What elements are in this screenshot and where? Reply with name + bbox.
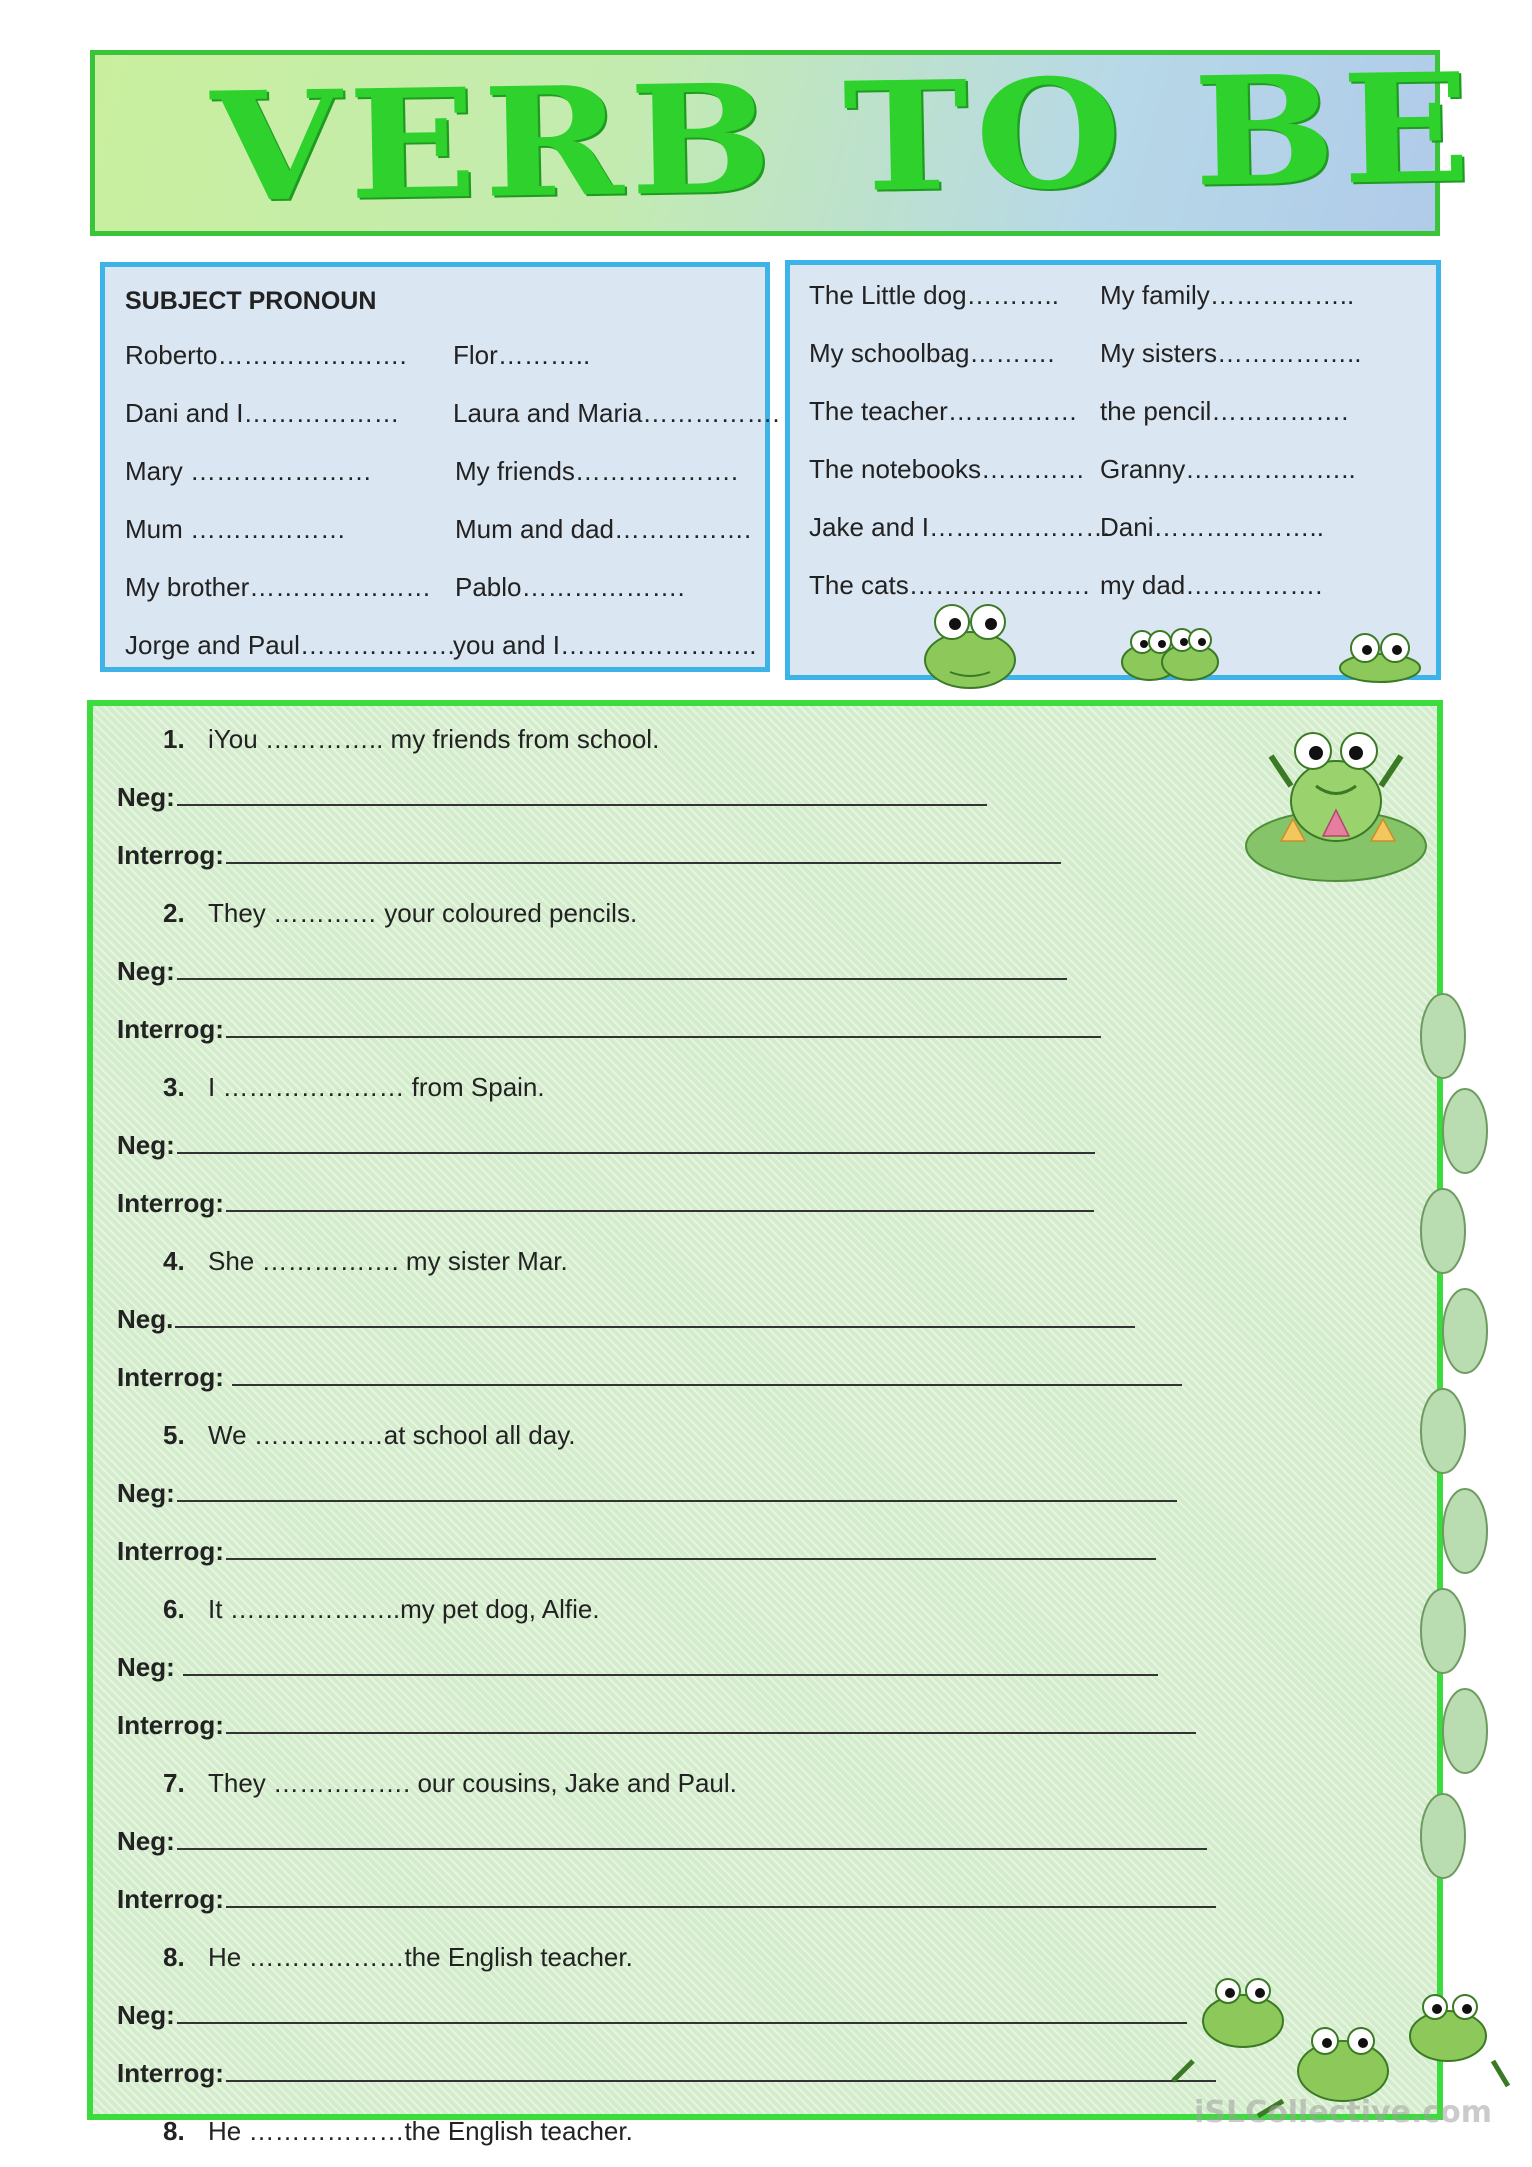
exercise-sentence [163,724,659,755]
exercise-sentence [163,1246,568,1277]
answer-rule [232,1384,1182,1386]
answer-rule [177,1500,1177,1502]
exercise-sentence [163,1072,545,1103]
exercise-number: 8. [163,2116,185,2146]
interrog-label: Interrog: [117,1014,224,1044]
neg-answer-line[interactable] [117,1478,1177,1509]
pronoun-item: Pablo………………. [455,572,685,602]
exercise-text: She ……………. my sister Mar. [208,1246,568,1276]
exercise-sentence [163,1768,737,1799]
interrog-label: Interrog: [117,1362,224,1392]
leaves-decoration-icon [1413,996,1503,1926]
answer-rule [177,1848,1207,1850]
exercise-number: 6. [163,1594,185,1624]
exercise-text: They ……………. our cousins, Jake and Paul. [208,1768,737,1798]
answer-rule [226,1210,1094,1212]
pronoun-item: you and I………………….. [453,630,757,660]
nouns-box [785,260,1441,680]
exercise-sentence [163,2116,633,2147]
neg-answer-line[interactable] [117,1130,1095,1161]
pronoun-item: Jorge and Paul………………. [125,630,464,660]
subject-pronoun-heading: SUBJECT PRONOUN [125,287,377,315]
exercise-text: He ………………the English teacher. [208,2116,633,2146]
pronoun-item: Mary ………………… [125,456,372,486]
pronoun-item: Dani and I……………… [125,398,400,428]
interrog-answer-line[interactable] [117,1536,1156,1567]
frog-on-lily-pad-icon [1241,716,1431,896]
page-title: VERB TO BE [209,40,1479,236]
interrog-label: Interrog: [117,1536,224,1566]
noun-item: the pencil……………. [1100,396,1349,426]
noun-item: The notebooks………… [809,454,1086,484]
exercise-text: They ………… your coloured pencils. [208,898,638,928]
interrog-label: Interrog: [117,840,224,870]
noun-item: my dad……………. [1100,570,1323,600]
exercise-text: We ……………at school all day. [208,1420,576,1450]
interrog-answer-line[interactable] [117,1710,1196,1741]
interrog-answer-line[interactable] [117,1188,1094,1219]
interrog-label: Interrog: [117,1710,224,1740]
noun-item: My family…………….. [1100,280,1355,310]
noun-item: My schoolbag………. [809,338,1055,368]
interrog-answer-line[interactable] [117,1884,1216,1915]
answer-rule [226,1732,1196,1734]
interrog-label: Interrog: [117,2058,224,2088]
neg-label: Neg: [117,1130,175,1160]
answer-rule [226,2080,1216,2082]
answer-rule [226,1906,1216,1908]
neg-label: Neg: [117,1826,175,1856]
neg-label: Neg. [117,1304,174,1334]
noun-item: My sisters…………….. [1100,338,1362,368]
exercise-number: 2. [163,898,185,928]
exercise-sentence [163,1942,633,1973]
watermark: iSLCollective.com [1194,2095,1492,2130]
pronoun-item: My brother………………… [125,572,432,602]
noun-item: The teacher…………… [809,396,1078,426]
interrog-answer-line[interactable] [117,1362,1182,1393]
exercise-sentence [163,1594,600,1625]
neg-answer-line[interactable] [117,782,987,813]
interrog-answer-line[interactable] [117,1014,1101,1045]
exercise-box [87,700,1443,2146]
answer-rule [177,978,1067,980]
interrog-label: Interrog: [117,1188,224,1218]
exercise-sentence [163,1420,576,1451]
noun-item: Jake and I………………… [809,512,1111,542]
pronoun-item: My friends………………. [455,456,739,486]
neg-answer-line[interactable] [117,2000,1187,2031]
pronoun-item: Mum ……………… [125,514,346,544]
neg-label: Neg: [117,2000,175,2030]
exercise-number: 5. [163,1420,185,1450]
noun-item: Granny……………….. [1100,454,1356,484]
pronoun-item: Mum and dad……………. [455,514,752,544]
neg-answer-line[interactable] [117,1826,1207,1857]
exercise-number: 3. [163,1072,185,1102]
exercise-text: I ………………… from Spain. [208,1072,545,1102]
neg-label: Neg: [117,956,175,986]
exercise-number: 1. [163,724,185,754]
subject-pronoun-box [100,262,780,672]
interrog-answer-line[interactable] [117,2058,1216,2089]
exercise-number: 7. [163,1768,185,1798]
interrog-label: Interrog: [117,1884,224,1914]
neg-label: Neg: [117,1478,175,1508]
title-banner [90,40,1479,236]
pronoun-item: Laura and Maria……………. [453,398,780,428]
exercise-text: It ………………..my pet dog, Alfie. [208,1594,600,1624]
exercise-number: 4. [163,1246,185,1276]
pronoun-item: Roberto…………………. [125,340,407,370]
answer-rule [183,1674,1158,1676]
exercise-number: 8. [163,1942,185,1972]
neg-answer-line[interactable] [117,1304,1135,1335]
answer-rule [226,862,1061,864]
noun-item: The cats………………… [809,570,1091,600]
neg-answer-line[interactable] [117,1652,1158,1683]
answer-rule [177,804,987,806]
noun-item: Dani……………….. [1100,512,1324,542]
neg-answer-line[interactable] [117,956,1067,987]
peeking-frogs-icon [860,600,1420,680]
answer-rule [177,2022,1187,2024]
exercise-text: He ………………the English teacher. [208,1942,633,1972]
pronoun-item: Flor……….. [453,340,591,370]
interrog-answer-line[interactable] [117,840,1061,871]
answer-rule [226,1036,1101,1038]
noun-item: The Little dog……….. [809,280,1059,310]
exercise-sentence [163,898,637,929]
neg-label: Neg: [117,1652,175,1682]
answer-rule [177,1152,1095,1154]
answer-rule [226,1558,1156,1560]
neg-label: Neg: [117,782,175,812]
exercise-text: iYou ………….. my friends from school. [208,724,660,754]
answer-rule [175,1326,1135,1328]
